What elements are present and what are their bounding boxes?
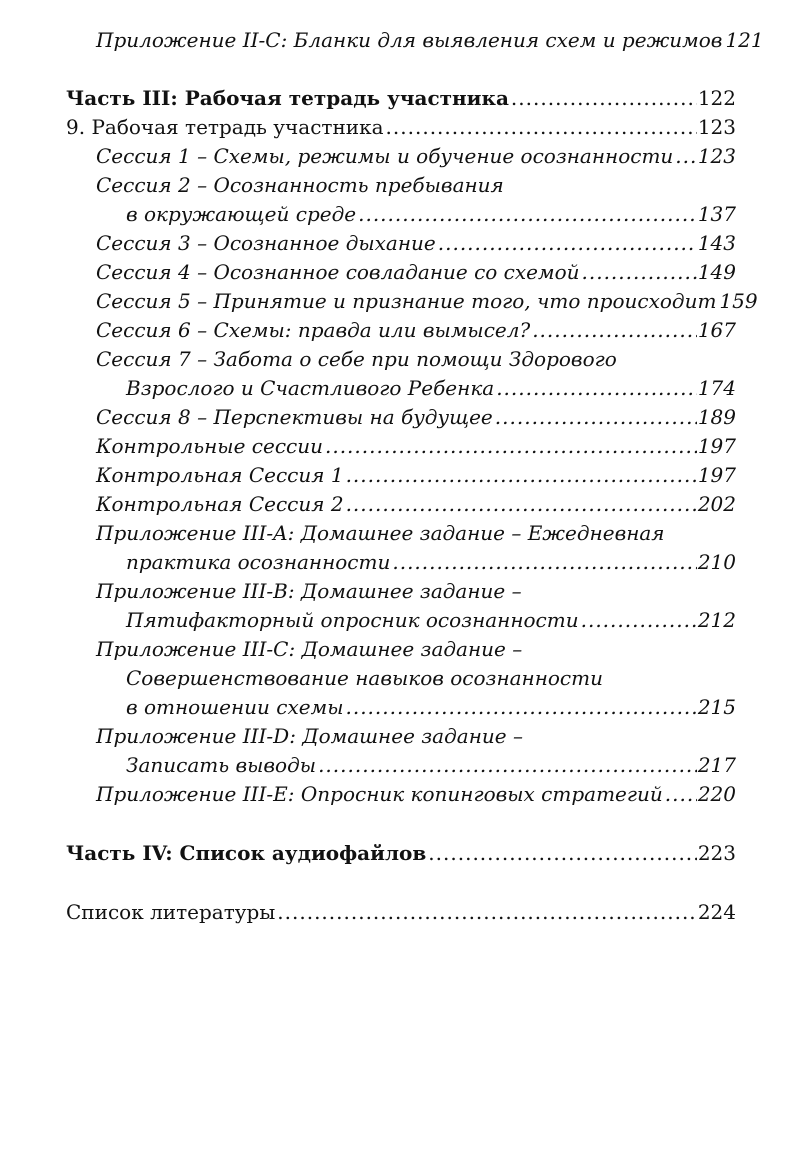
dot-leader [438,229,697,258]
dot-leader [318,751,697,780]
toc-page-number: 123 [697,144,736,168]
toc-page-number: 189 [697,405,736,429]
toc-page-number: 215 [697,695,736,719]
toc-entry-session-2-line-1[interactable]: Сессия 2 – Осознанность пребывания [96,173,504,197]
toc-entry-appendix-iii-c[interactable] [126,693,736,722]
toc-entry-appendix-iii-c-line-2[interactable]: Совершенствование навыков осознанности [126,666,603,690]
toc-entry-appendix-iii-b-line-1[interactable]: Приложение III-B: Домашнее задание – [96,579,522,603]
toc-page-number: 159 [719,289,758,313]
dot-leader [532,316,697,345]
toc-entry-appendix-iii-e[interactable] [96,780,736,809]
toc-entry-session-7[interactable] [126,374,736,403]
toc-entry-appendix-iii-c-line-1[interactable]: Приложение III-C: Домашнее задание – [96,637,523,661]
toc-entry-title: Контрольная Сессия 1 [96,463,344,487]
toc-page-number: 174 [697,376,736,400]
dot-leader [428,839,697,868]
toc-page-number: 223 [697,841,736,865]
toc-entry-session-1[interactable] [96,142,736,171]
toc-entry-title: Сессия 8 – Перспективы на будущее [96,405,493,429]
toc-entry-title: Приложение III-E: Опросник копинговых стратегий [96,782,663,806]
toc-entry-control-sessions[interactable] [96,432,736,461]
toc-entry-appendix-iii-d[interactable] [126,751,736,780]
toc-entry-title: Сессия 1 – Схемы, режимы и обучение осознанности [96,144,674,168]
toc-entry-chapter-9[interactable] [66,113,736,142]
toc-page-number: 212 [697,608,736,632]
toc-entry-title: практика осознанности [126,550,391,574]
toc-entry-title: в окружающей среде [126,202,357,226]
toc-entry-appendix-iii-a[interactable] [126,548,736,577]
toc-page-number: 217 [697,753,736,777]
toc-entry-appendix-iii-b[interactable] [126,606,736,635]
toc-entry-title: Контрольная Сессия 2 [96,492,344,516]
toc-entry-session-3[interactable] [96,229,736,258]
toc-entry-appendix-ii-c[interactable] [96,26,764,55]
dot-leader [511,84,697,113]
toc-entry-session-8[interactable] [96,403,736,432]
toc-chapter-title: 9. Рабочая тетрадь участника [66,115,384,139]
toc-entry-title: Взрослого и Счастливого Ребенка [126,376,495,400]
toc-page-number: 121 [725,28,764,52]
toc-page-number: 143 [697,231,736,255]
toc-entry-part-iii[interactable] [66,84,736,113]
toc-page-number: 123 [697,115,736,139]
dot-leader [665,780,697,809]
dot-leader [346,490,697,519]
dot-leader [495,403,697,432]
toc-entry-title: Сессия 3 – Осознанное дыхание [96,231,436,255]
dot-leader [386,113,697,142]
toc-entry-appendix-iii-a-line-1[interactable]: Приложение III-A: Домашнее задание – Ежедневная [96,521,665,545]
toc-page-number: 197 [697,434,736,458]
toc-entry-title: Пятифакторный опросник осознанности [126,608,579,632]
toc-page-number: 220 [697,782,736,806]
toc-entry-control-session-1[interactable] [96,461,736,490]
toc-entry-title: Сессия 6 – Схемы: правда или вымысел? [96,318,531,342]
toc-entry-control-session-2[interactable] [96,490,736,519]
toc-page-number: 210 [697,550,736,574]
toc-page-number: 149 [697,260,736,284]
dot-leader [392,548,696,577]
dot-leader [325,432,697,461]
toc-entry-title: Список литературы [66,900,276,924]
toc-entry-title: Сессия 4 – Осознанное совладание со схемой [96,260,580,284]
toc-page-number: 167 [697,318,736,342]
toc-entry-part-iv[interactable] [66,839,736,868]
dot-leader [496,374,697,403]
toc-page-number: 224 [697,900,736,924]
toc-entry-session-4[interactable] [96,258,736,287]
dot-leader [675,142,697,171]
toc-entry-session-2[interactable] [126,200,736,229]
toc-entry-title: в отношении схемы [126,695,344,719]
dot-leader [346,461,697,490]
toc-entry-appendix-iii-d-line-1[interactable]: Приложение III-D: Домашнее задание – [96,724,523,748]
toc-page-number: 197 [697,463,736,487]
toc-entry-title: Сессия 5 – Принятие и признание того, что происходит [96,289,717,313]
dot-leader [581,606,697,635]
toc-entry-title: Приложение II-C: Бланки для выявления схем и режимов [96,28,723,52]
toc-page-number: 122 [697,86,736,110]
toc-entry-title: Контрольные сессии [96,434,323,458]
toc-part-heading: Часть III: Рабочая тетрадь участника [66,86,509,110]
toc-entry-title: Записать выводы [126,753,317,777]
toc-entry-session-7-line-1[interactable]: Сессия 7 – Забота о себе при помощи Здорового [96,347,617,371]
toc-part-heading: Часть IV: Список аудиофайлов [66,841,427,865]
toc-entry-bibliography[interactable] [66,898,736,927]
dot-leader [277,898,697,927]
dot-leader [345,693,696,722]
toc-entry-session-5[interactable] [96,287,758,316]
toc-page-number: 137 [697,202,736,226]
toc-entry-session-6[interactable] [96,316,736,345]
toc-page-number: 202 [697,492,736,516]
dot-leader [582,258,697,287]
dot-leader [358,200,697,229]
